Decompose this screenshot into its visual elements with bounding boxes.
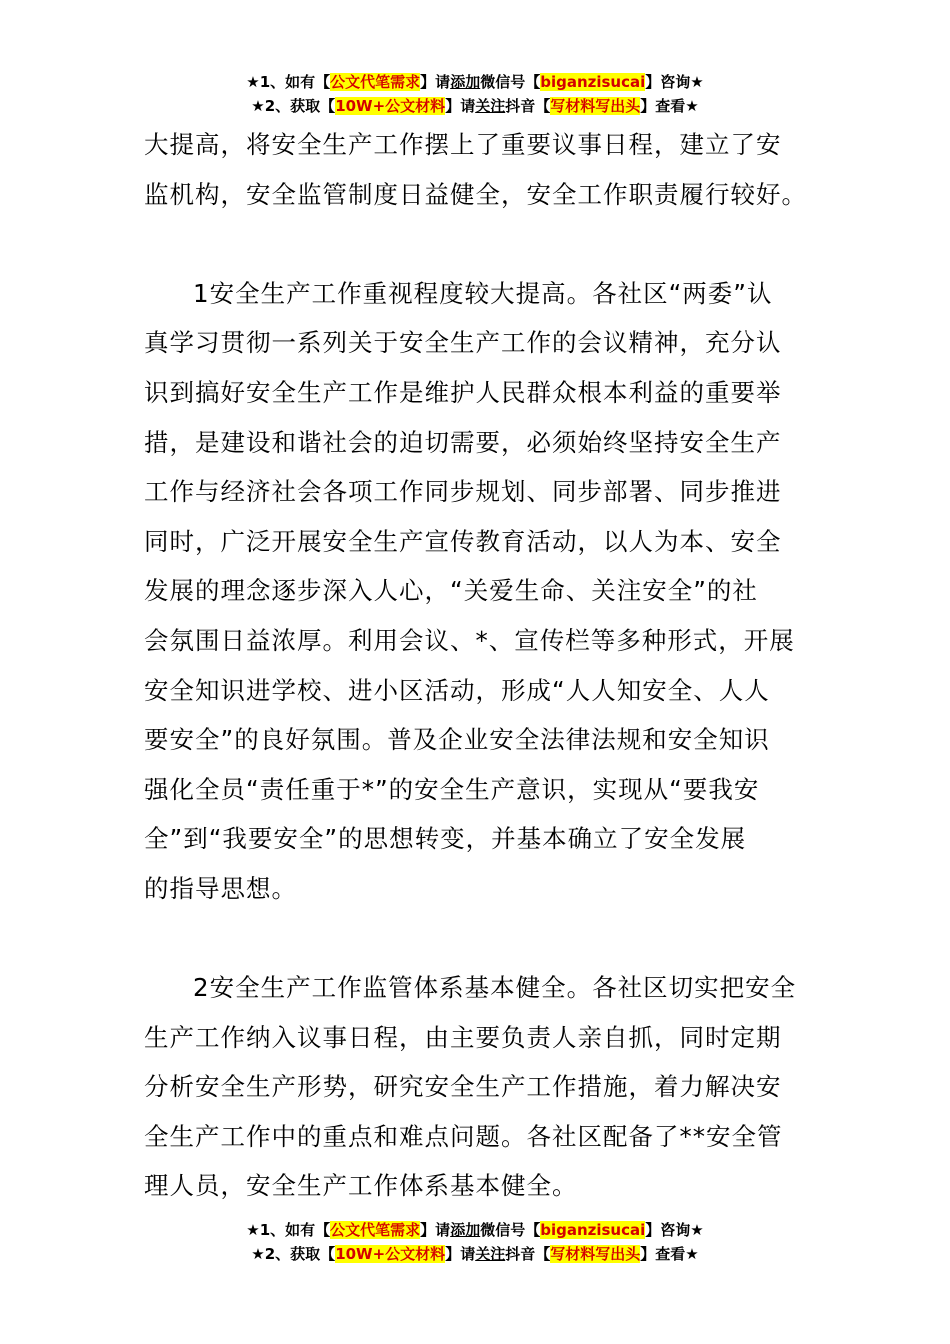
text-line: 识到搞好安全生产工作是维护人民群众根本利益的重要举	[144, 377, 782, 407]
highlight-wechat-id: biganzisucai	[540, 73, 646, 91]
promo-text: 】请	[420, 73, 451, 91]
promo-text: 】查看★	[640, 97, 699, 115]
promo-text: 抖音【	[505, 97, 551, 115]
promo-text: 】请	[445, 97, 476, 115]
text-line: 工作与经济社会各项工作同步规划、同步部署、同步推进	[144, 477, 782, 507]
text-line: 1安全生产工作重视程度较大提高。各社区“两委”认	[193, 278, 773, 308]
highlight-wechat-id: biganzisucai	[540, 1221, 646, 1239]
promo-line-1	[0, 70, 950, 94]
text-line: 全”到“我要安全”的思想转变，并基本确立了安全发展	[144, 824, 747, 854]
highlight-materials: 10W+公文材料	[335, 1245, 446, 1263]
highlight-materials: 10W+公文材料	[335, 97, 446, 115]
promo-action: 关注	[475, 97, 506, 115]
promo-text: 】查看★	[640, 1245, 699, 1263]
paragraph-2	[144, 963, 824, 1211]
promo-text: ★1、如有【	[246, 73, 331, 91]
text-line: 安全知识进学校、进小区活动，形成“人人知安全、人人	[144, 675, 770, 705]
promo-action: 添加	[450, 1221, 481, 1239]
promo-banner-bottom	[0, 1218, 950, 1266]
text-line: 真学习贯彻一系列关于安全生产工作的会议精神，充分认	[144, 328, 782, 358]
promo-text: ★2、获取【	[251, 97, 336, 115]
text-line: 强化全员“责任重于*”的安全生产意识，实现从“要我安	[144, 774, 760, 804]
promo-action: 关注	[475, 1245, 506, 1263]
highlight-service: 公文代笔需求	[330, 1221, 421, 1239]
document-body	[144, 120, 824, 1211]
paragraph-1	[144, 269, 824, 914]
text-line: 的指导思想。	[144, 873, 297, 903]
text-line: 2安全生产工作监管体系基本健全。各社区切实把安全	[193, 973, 797, 1003]
promo-text: 微信号【	[480, 73, 541, 91]
text-line: 会氛围日益浓厚。利用会议、*、宣传栏等多种形式，开展	[144, 625, 795, 655]
promo-line-1	[0, 1218, 950, 1242]
text-line: 要安全”的良好氛围。普及企业安全法律法规和安全知识	[144, 725, 770, 755]
promo-text: ★2、获取【	[251, 1245, 336, 1263]
promo-text: 】请	[420, 1221, 451, 1239]
promo-banner-top	[0, 70, 950, 118]
highlight-douyin-account: 写材料写出头	[550, 97, 641, 115]
promo-action: 添加	[450, 73, 481, 91]
text-line: 同时，广泛开展安全生产宣传教育活动，以人为本、安全	[144, 526, 782, 556]
promo-text: 微信号【	[480, 1221, 541, 1239]
text-line: 理人员，安全生产工作体系基本健全。	[144, 1171, 578, 1201]
text-line: 监机构，安全监管制度日益健全，安全工作职责履行较好。	[144, 179, 807, 209]
promo-line-2	[0, 1242, 950, 1266]
text-line: 大提高，将安全生产工作摆上了重要议事日程，建立了安	[144, 130, 782, 159]
highlight-douyin-account: 写材料写出头	[550, 1245, 641, 1263]
promo-text: 】咨询★	[645, 1221, 704, 1239]
intro-paragraph	[144, 120, 824, 219]
promo-text: 】咨询★	[645, 73, 704, 91]
promo-text: 抖音【	[505, 1245, 551, 1263]
promo-text: ★1、如有【	[246, 1221, 331, 1239]
text-line: 发展的理念逐步深入人心，“关爱生命、关注安全”的社	[144, 576, 758, 606]
text-line: 全生产工作中的重点和难点问题。各社区配备了**安全管	[144, 1121, 783, 1151]
promo-text: 】请	[445, 1245, 476, 1263]
promo-line-2	[0, 94, 950, 118]
text-line: 分析安全生产形势，研究安全生产工作措施，着力解决安	[144, 1072, 782, 1102]
text-line: 措，是建设和谐社会的迫切需要，必须始终坚持安全生产	[144, 427, 782, 457]
text-line: 生产工作纳入议事日程，由主要负责人亲自抓，同时定期	[144, 1022, 782, 1052]
highlight-service: 公文代笔需求	[330, 73, 421, 91]
